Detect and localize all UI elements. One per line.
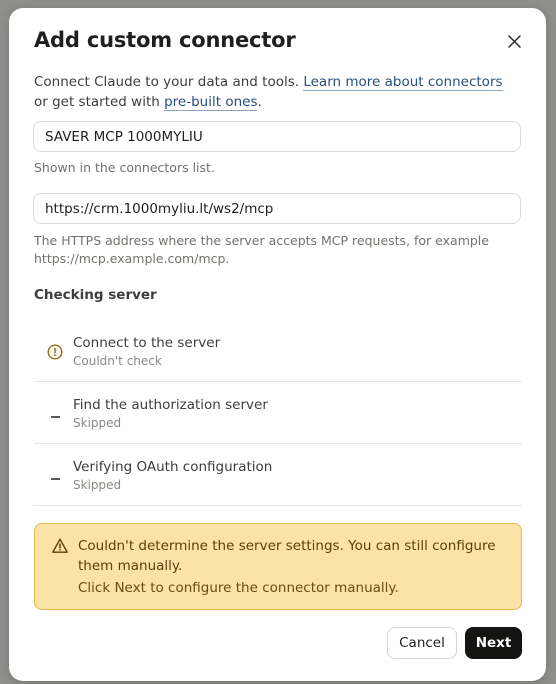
warning-callout — [34, 523, 522, 610]
dialog-description — [34, 72, 514, 112]
check-step-status: Skipped — [73, 478, 122, 492]
check-step-status: Skipped — [73, 416, 122, 430]
intro-text-3: . — [257, 94, 262, 110]
close-icon — [508, 35, 521, 48]
add-custom-connector-dialog — [9, 8, 546, 681]
server-url-input[interactable] — [33, 193, 521, 224]
learn-more-link[interactable]: Learn more about connectors — [303, 74, 503, 90]
pre-built-link[interactable]: pre-built ones — [164, 94, 258, 110]
warning-subtitle: Click Next to configure the connector manually. — [78, 580, 399, 596]
checking-server-heading: Checking server — [34, 287, 157, 303]
check-step-connect — [34, 320, 522, 382]
intro-text-2: or get started with — [34, 94, 165, 110]
check-step-oauth — [34, 444, 522, 506]
alert-circle-icon — [46, 343, 64, 361]
close-button[interactable] — [503, 30, 525, 52]
intro-text: Connect Claude to your data and tools. — [34, 74, 304, 90]
check-step-authorization — [34, 382, 522, 444]
connector-name-input[interactable] — [33, 121, 521, 152]
dash-icon — [46, 467, 64, 485]
warning-triangle-icon — [51, 537, 69, 555]
check-step-label: Verifying OAuth configuration — [73, 459, 273, 475]
dash-icon — [46, 405, 64, 423]
dialog-title: Add custom connector — [34, 28, 296, 52]
name-hint: Shown in the connectors list. — [34, 160, 215, 175]
check-step-status: Couldn't check — [73, 354, 162, 368]
check-step-label: Connect to the server — [73, 335, 221, 351]
url-hint: The HTTPS address where the server accepts MCP requests, for example https://mcp.example.com/mcp. — [34, 233, 489, 266]
next-button[interactable]: Next — [465, 627, 522, 659]
warning-title: Couldn't determine the server settings. You can still configure them manually. — [78, 538, 496, 574]
check-step-label: Find the authorization server — [73, 397, 268, 413]
cancel-button[interactable]: Cancel — [387, 627, 457, 659]
